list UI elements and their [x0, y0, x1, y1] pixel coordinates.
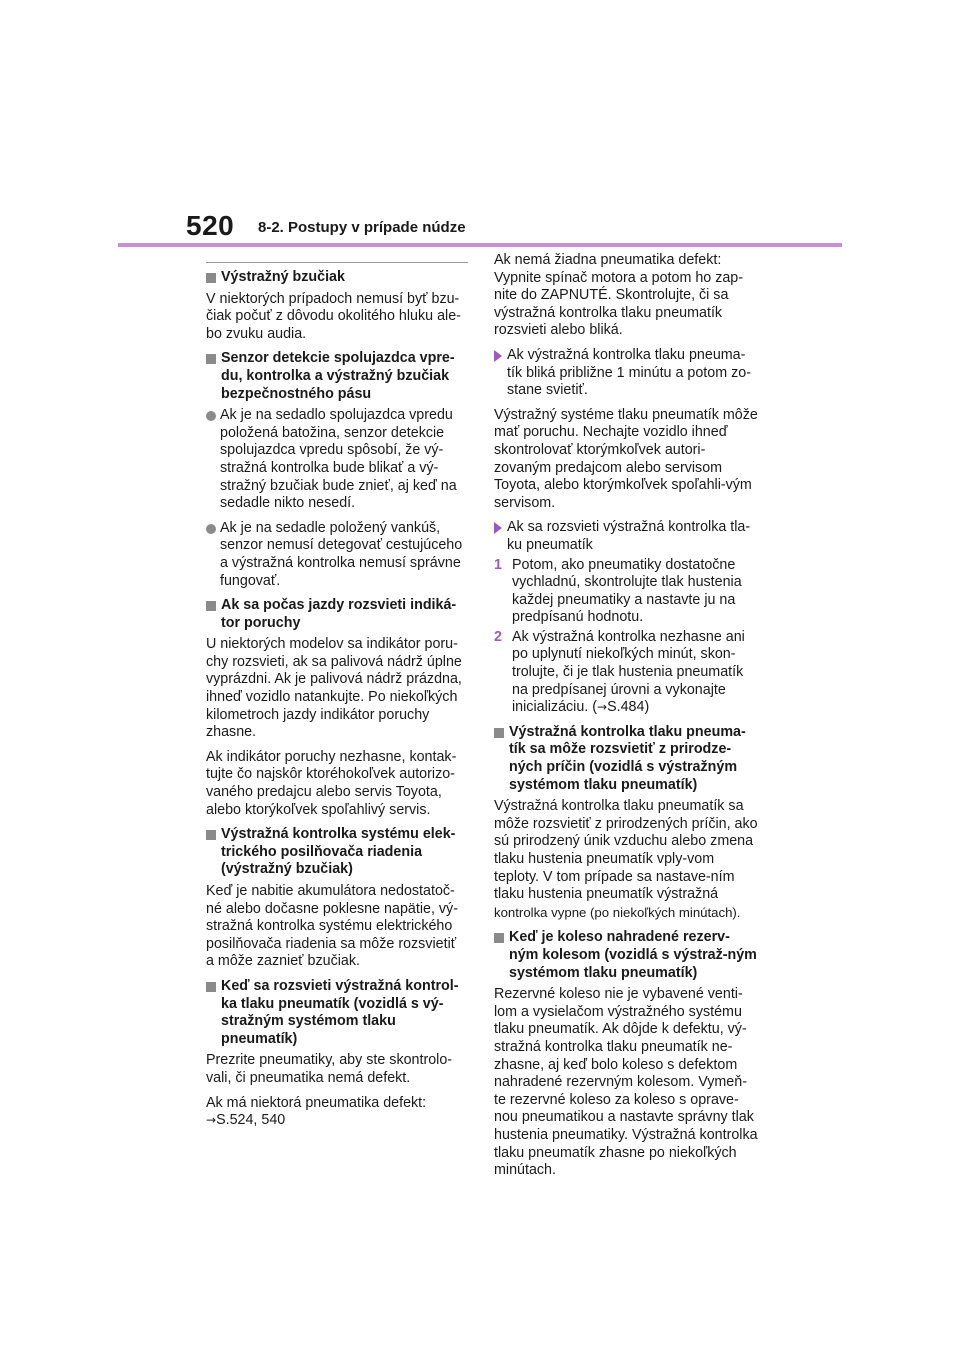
square-bullet-icon — [494, 933, 504, 943]
square-bullet-icon — [206, 354, 216, 364]
heading-spare-wheel: Keď je koleso nahradené rezerv-ným kolesom (vozidlá s výstraž-ným systémom tlaku pneumatík) — [494, 929, 758, 982]
heading-passenger-sensor: Senzor detekcie spolujazdca vpre-du, kontrolka a výstražný bzučiak bezpečnostného pásu — [206, 350, 468, 403]
paragraph: Výstražná kontrolka tlaku pneumatík sa môže rozsvietiť z prirodzených príčin, ako sú prirodzený únik vzduchu alebo zmena tlaku hustenia pneumatík vply-vom teploty. V tom prípade sa nastave-ním tlaku hustenia pneumatík výstražná kontrolka vypne (po niekoľkých minútach). — [494, 798, 758, 920]
reference-arrow-icon: → — [206, 1113, 217, 1128]
circle-bullet-icon — [206, 411, 216, 421]
square-bullet-icon — [206, 601, 216, 611]
condition-item: Ak sa rozsvieti výstražná kontrolka tla-ku pneumatík — [494, 519, 758, 554]
triangle-arrow-icon — [494, 522, 502, 534]
reference-arrow-icon: → — [597, 700, 608, 715]
section-title: 8-2. Postupy v prípade núdze — [258, 219, 466, 236]
column-divider — [206, 262, 468, 263]
paragraph: Prezrite pneumatiky, aby ste skontrolo-vali, či pneumatika nemá defekt. — [206, 1052, 453, 1086]
list-item: Ak je na sedadlo spolujazdca vpredu položená batožina, senzor detekcie spolujazdca vpredu spôsobí, že vý-stražná kontrolka bude blikať a vý-stražný bzučiak bude znieť, aj keď na sedadle nikto nesedí. — [206, 407, 468, 513]
page-reference-link[interactable]: S.524, 540 — [216, 1112, 286, 1129]
left-column — [206, 262, 468, 1137]
paragraph: Ak má niektorá pneumatika defekt: →S.524, 540 — [206, 1094, 427, 1129]
list-item: Ak je na sedadle položený vankúš, senzor nemusí detegovať cestujúceho a výstražná kontrolka nemusí správne fungovať. — [206, 520, 468, 590]
step-number: 1 — [494, 556, 502, 573]
square-bullet-icon — [206, 830, 216, 840]
paragraph: Výstražný systéme tlaku pneumatík môže mať poruchu. Nechajte vozidlo ihneď skontrolovať ktorýmkoľvek autori-zovaným predajcom alebo servisom Toyota, alebo ktorýmkoľvek spoľahli-vým servisom. — [494, 406, 758, 511]
step-item: 1 Potom, ako pneumatiky dostatočne vychladnú, skontrolujte tlak hustenia každej pneumatiky a nastavte ju na predpísanú hodnotu. — [494, 556, 742, 626]
step-item: 2 Ak výstražná kontrolka nezhasne ani po uplynutí niekoľkých minút, skon-trolujte, či je tlak hustenia pneumatík na predpísanej úrovni a vykonajte inicializáciu. (→S.484) — [494, 628, 745, 716]
square-bullet-icon — [206, 982, 216, 992]
circle-bullet-icon — [206, 524, 216, 534]
square-bullet-icon — [206, 273, 216, 283]
paragraph: Keď je nabitie akumulátora nedostatoč-né alebo dočasne poklesne napätie, vý-stražná kontrolka systému elektrického posilňovača riadenia sa môže rozsvietiť a môže zaznieť bzučiak. — [206, 883, 458, 970]
square-bullet-icon — [494, 728, 504, 738]
triangle-arrow-icon — [494, 350, 502, 362]
page-header — [0, 0, 960, 250]
heading-warning-buzzer: Výstražný bzučiak — [206, 269, 468, 287]
heading-natural-causes: Výstražná kontrolka tlaku pneuma-tík sa môže rozsvietiť z prirodze-ných príčin (vozidlá s výstražným systémom tlaku pneumatík) — [494, 724, 758, 794]
step-number: 2 — [494, 628, 502, 645]
heading-tire-pressure-warning: Keď sa rozsvieti výstražná kontrol-ka tlaku pneumatík (vozidlá s vý-stražným systémom tlaku pneumatík) — [206, 978, 468, 1048]
paragraph: Rezervné koleso nie je vybavené venti-lom a vysielačom výstražného systému tlaku pneumatík. Ak dôjde k defektu, vý-stražná kontrolka tlaku pneumatík ne-zhasne, aj keď bolo koleso s defektom nahradené rezervným kolesom. Vymeň-te rezervné koleso za koleso s oprave-nou pneumatikou a nastavte správny tlak hustenia pneumatiky. Výstražná kontrolka tlaku pneumatík zhasne po niekoľkých minútach. — [494, 986, 758, 1179]
condition-item: Ak výstražná kontrolka tlaku pneuma-tík bliká približne 1 minútu a potom zo-stane svietiť. — [494, 347, 758, 400]
heading-malfunction-indicator: Ak sa počas jazdy rozsvieti indiká-tor poruchy — [206, 597, 468, 632]
paragraph: Ak indikátor poruchy nezhasne, kontak-tujte čo najskôr ktoréhokoľvek autorizo-vaného predajcu alebo servis Toyota, alebo ktorýkoľvek spoľahlivý servis. — [206, 748, 457, 818]
paragraph: U niektorých modelov sa indikátor poru-chy rozsvieti, ak sa palivová nádrž úplne vyprázdni. Ak je palivová nádrž prázdna, ihneď vozidlo natankujte. Po niekoľkých kilometroch jazdy indikátor poruchy zhasne. — [206, 636, 462, 741]
heading-power-steering: Výstražná kontrolka systému elek-trického posilňovača riadenia (výstražný bzučiak) — [206, 826, 468, 879]
right-column — [494, 252, 758, 1187]
header-divider — [118, 243, 842, 247]
page-reference-link[interactable]: S.484) — [607, 699, 650, 716]
page-number: 520 — [186, 210, 235, 241]
paragraph: Ak nemá žiadna pneumatika defekt: Vypnite spínač motora a potom ho zap-nite do ZAPNUTÉ. Skontrolujte, či sa výstražná kontrolka tlaku pneumatík rozsvieti alebo bliká. — [494, 252, 744, 339]
paragraph: V niektorých prípadoch nemusí byť bzu-čiak počuť z dôvodu okolitého hluku ale-bo zvuku audia. — [206, 290, 461, 342]
